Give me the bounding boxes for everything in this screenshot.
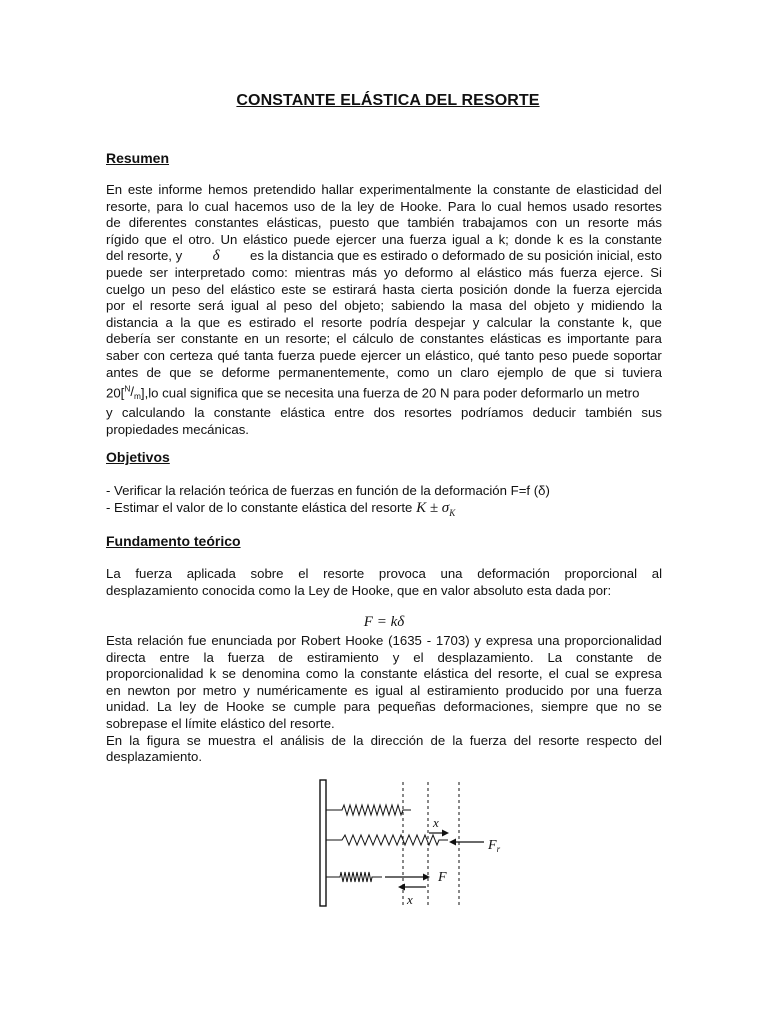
text-line: La fuerza aplicada sobre el resorte provoca una deformación proporcional al [106, 566, 662, 581]
label-x-top: x [433, 815, 439, 830]
text-line: cuelgo un peso del elástico este se estirará hasta cierta posición donde la fuerza ejercida [106, 281, 662, 297]
wall [320, 780, 326, 906]
text-line: antes de que se deforme permanentemente, como un claro ejemplo de que si tuviera [106, 364, 662, 380]
spring-stretched [326, 835, 448, 845]
text-line: distancia a la que es estirado el resorte podría despejar y calcular la constante k, que [106, 314, 662, 330]
text-line: desplazamiento conocida como la Ley de Hooke, que en valor absoluto esta dada por: [106, 582, 612, 598]
spring-compressed [326, 872, 382, 882]
objetivos-list [106, 483, 662, 521]
text-line: y calculando la constante elástica entre dos resortes podríamos deducir también sus [106, 405, 662, 421]
section-heading-fundamento: Fundamento teórico [106, 533, 241, 549]
label-x-bottom: x [407, 892, 413, 907]
text-line: saber con certeza qué tanta fuerza puede ejercer un elástico, qué tanto peso puede soportar [106, 347, 662, 363]
fundamento-intro [106, 566, 662, 599]
section-heading-objetivos: Objetivos [106, 449, 170, 465]
list-item: - Estimar el valor de lo constante elástica del resorte $K \pm \sigma_K$ [106, 499, 456, 518]
label-force-bottom: F [438, 870, 447, 885]
text-line: por el resorte será igual al peso del objeto; sabiendo la masa del objeto y midiendo la [106, 298, 662, 314]
text-line: proporcionalidad k se denomina como la constante elástica del resorte, el cual se expresa [106, 666, 662, 682]
document-title: CONSTANTE ELÁSTICA DEL RESORTE [236, 92, 540, 109]
label-force-r: $F_r$ [488, 838, 501, 854]
k-sigma-symbol: $K \pm \sigma_K$ [416, 499, 456, 518]
text-line: puede ser interpretado como: mientras más yo deformo al elástico más fuerza ejerce. Si [106, 264, 662, 280]
arrowhead [449, 839, 456, 846]
list-item: - Verificar la relación teórica de fuerzas en función de la deformación F=f (δ) [106, 483, 550, 498]
section-heading-resumen: Resumen [106, 150, 170, 166]
text-line: directa entre la fuerza de estiramiento y el desplazamiento. La constante de [106, 649, 662, 665]
delta-symbol: δ [212, 248, 220, 265]
text-line: rígido que el otro. Un elástico puede ejercer una fuerza igual a k; donde k es la constante [106, 231, 662, 247]
fundamento-body [106, 633, 662, 766]
text-line: sobrepase el límite elástico del resorte. [106, 715, 335, 731]
hooke-formula: F = kδ [363, 614, 405, 630]
text-line: En la figura se muestra el análisis de la dirección de la fuerza del resorte respecto del [106, 732, 662, 748]
text-line: del resorte, y δ es la distancia que es estirado o deformado de su posición inicial, esto [106, 248, 662, 265]
text-line: En este informe hemos pretendido hallar experimentalmente la constante de elasticidad del [106, 182, 662, 197]
arrowhead [398, 884, 405, 891]
text-line: resorte, para lo cual hacemos uso de la ley de Hooke. Para lo cual hemos usado resortes [106, 198, 662, 214]
text-line: debería ser constante en un resorte; el cálculo de constantes elásticas es importante para [106, 331, 662, 347]
arrowhead [442, 830, 449, 837]
text-line: en newton por metro y numéricamente es igual al estiramiento producido por una fuerza [106, 682, 662, 698]
spring-force-figure [312, 776, 512, 912]
text-line: $20[^N/_m],lo$ cual significa que se necesita una fuerza de 20 N para poder deformarlo un metro [106, 384, 640, 402]
text-line: desplazamiento. [106, 749, 203, 765]
resumen-paragraph [106, 182, 662, 438]
spring-natural [326, 805, 411, 815]
text-line: unidad. La ley de Hooke se cumple para pequeñas deformaciones, siempre que no se [106, 699, 662, 715]
arrowhead [423, 874, 430, 881]
text-line: Esta relación fue enunciada por Robert Hooke (1635 - 1703) y expresa una proporcionalidad [106, 633, 662, 648]
unit-fraction: $^N/_m$ [124, 384, 141, 402]
text-line: de diferentes constantes elásticas, puesto que también trabajamos con un resorte más [106, 215, 662, 231]
text-line: propiedades mecánicas. [106, 421, 249, 437]
